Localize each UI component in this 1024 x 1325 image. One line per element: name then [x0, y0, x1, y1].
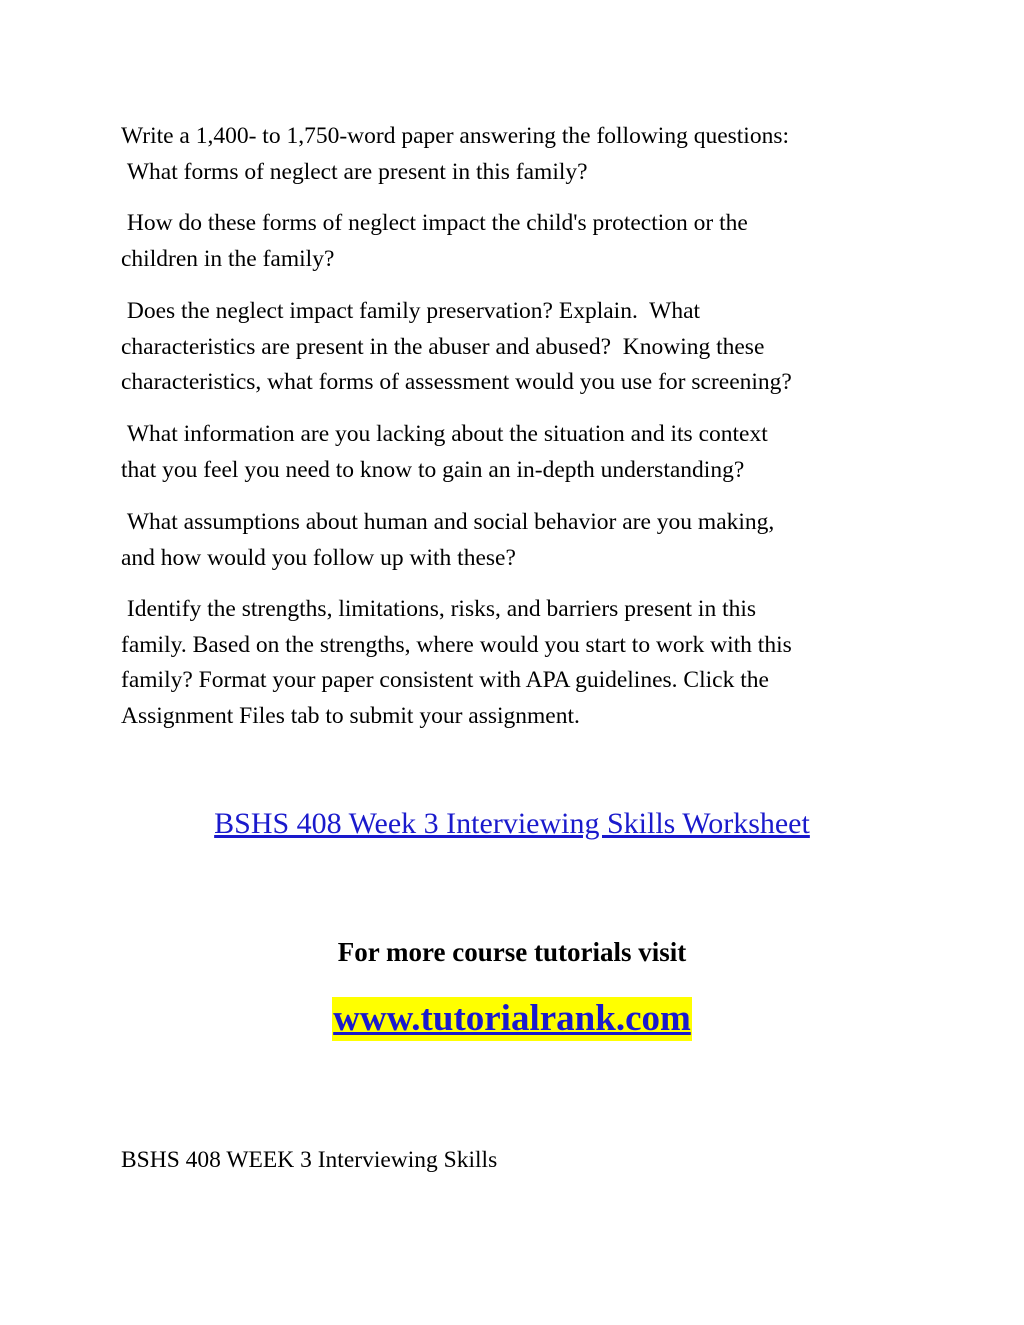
promo-text: For more course tutorials visit — [337, 937, 687, 967]
tutorialrank-link[interactable]: www.tutorialrank.com — [333, 998, 691, 1039]
next-assignment-heading — [0, 805, 1024, 843]
paragraph-intro-question: Write a 1,400- to 1,750-word paper answering the following questions: What forms of neglect are present in this family? — [121, 123, 790, 185]
next-assignment-link[interactable]: BSHS 408 Week 3 Interviewing Skills Worksheet — [214, 807, 810, 840]
paragraph-strengths-limitations: Identify the strengths, limitations, risks, and barriers present in this family. Based on the strengths, where would you start to work with this family? Format your paper consistent with APA guidelines. Click the Assignment Files tab to submit your assignment. — [121, 596, 792, 729]
paragraph-assumptions: What assumptions about human and social behavior are you making, and how would you follow up with these? — [121, 509, 775, 571]
paragraph-information-lacking: What information are you lacking about the situation and its context that you feel you need to know to gain an in-depth understanding? — [121, 421, 768, 483]
section-title: BSHS 408 WEEK 3 Interviewing Skills — [121, 1147, 498, 1173]
paragraph-family-preservation: Does the neglect impact family preservation? Explain. What characteristics are present in the abuser and abused? Knowing these characteristics, what forms of assessment would you use for screening? — [121, 298, 792, 395]
paragraph-neglect-impact: How do these forms of neglect impact the child's protection or the children in the family? — [121, 210, 748, 272]
site-link-container — [0, 997, 1024, 1041]
